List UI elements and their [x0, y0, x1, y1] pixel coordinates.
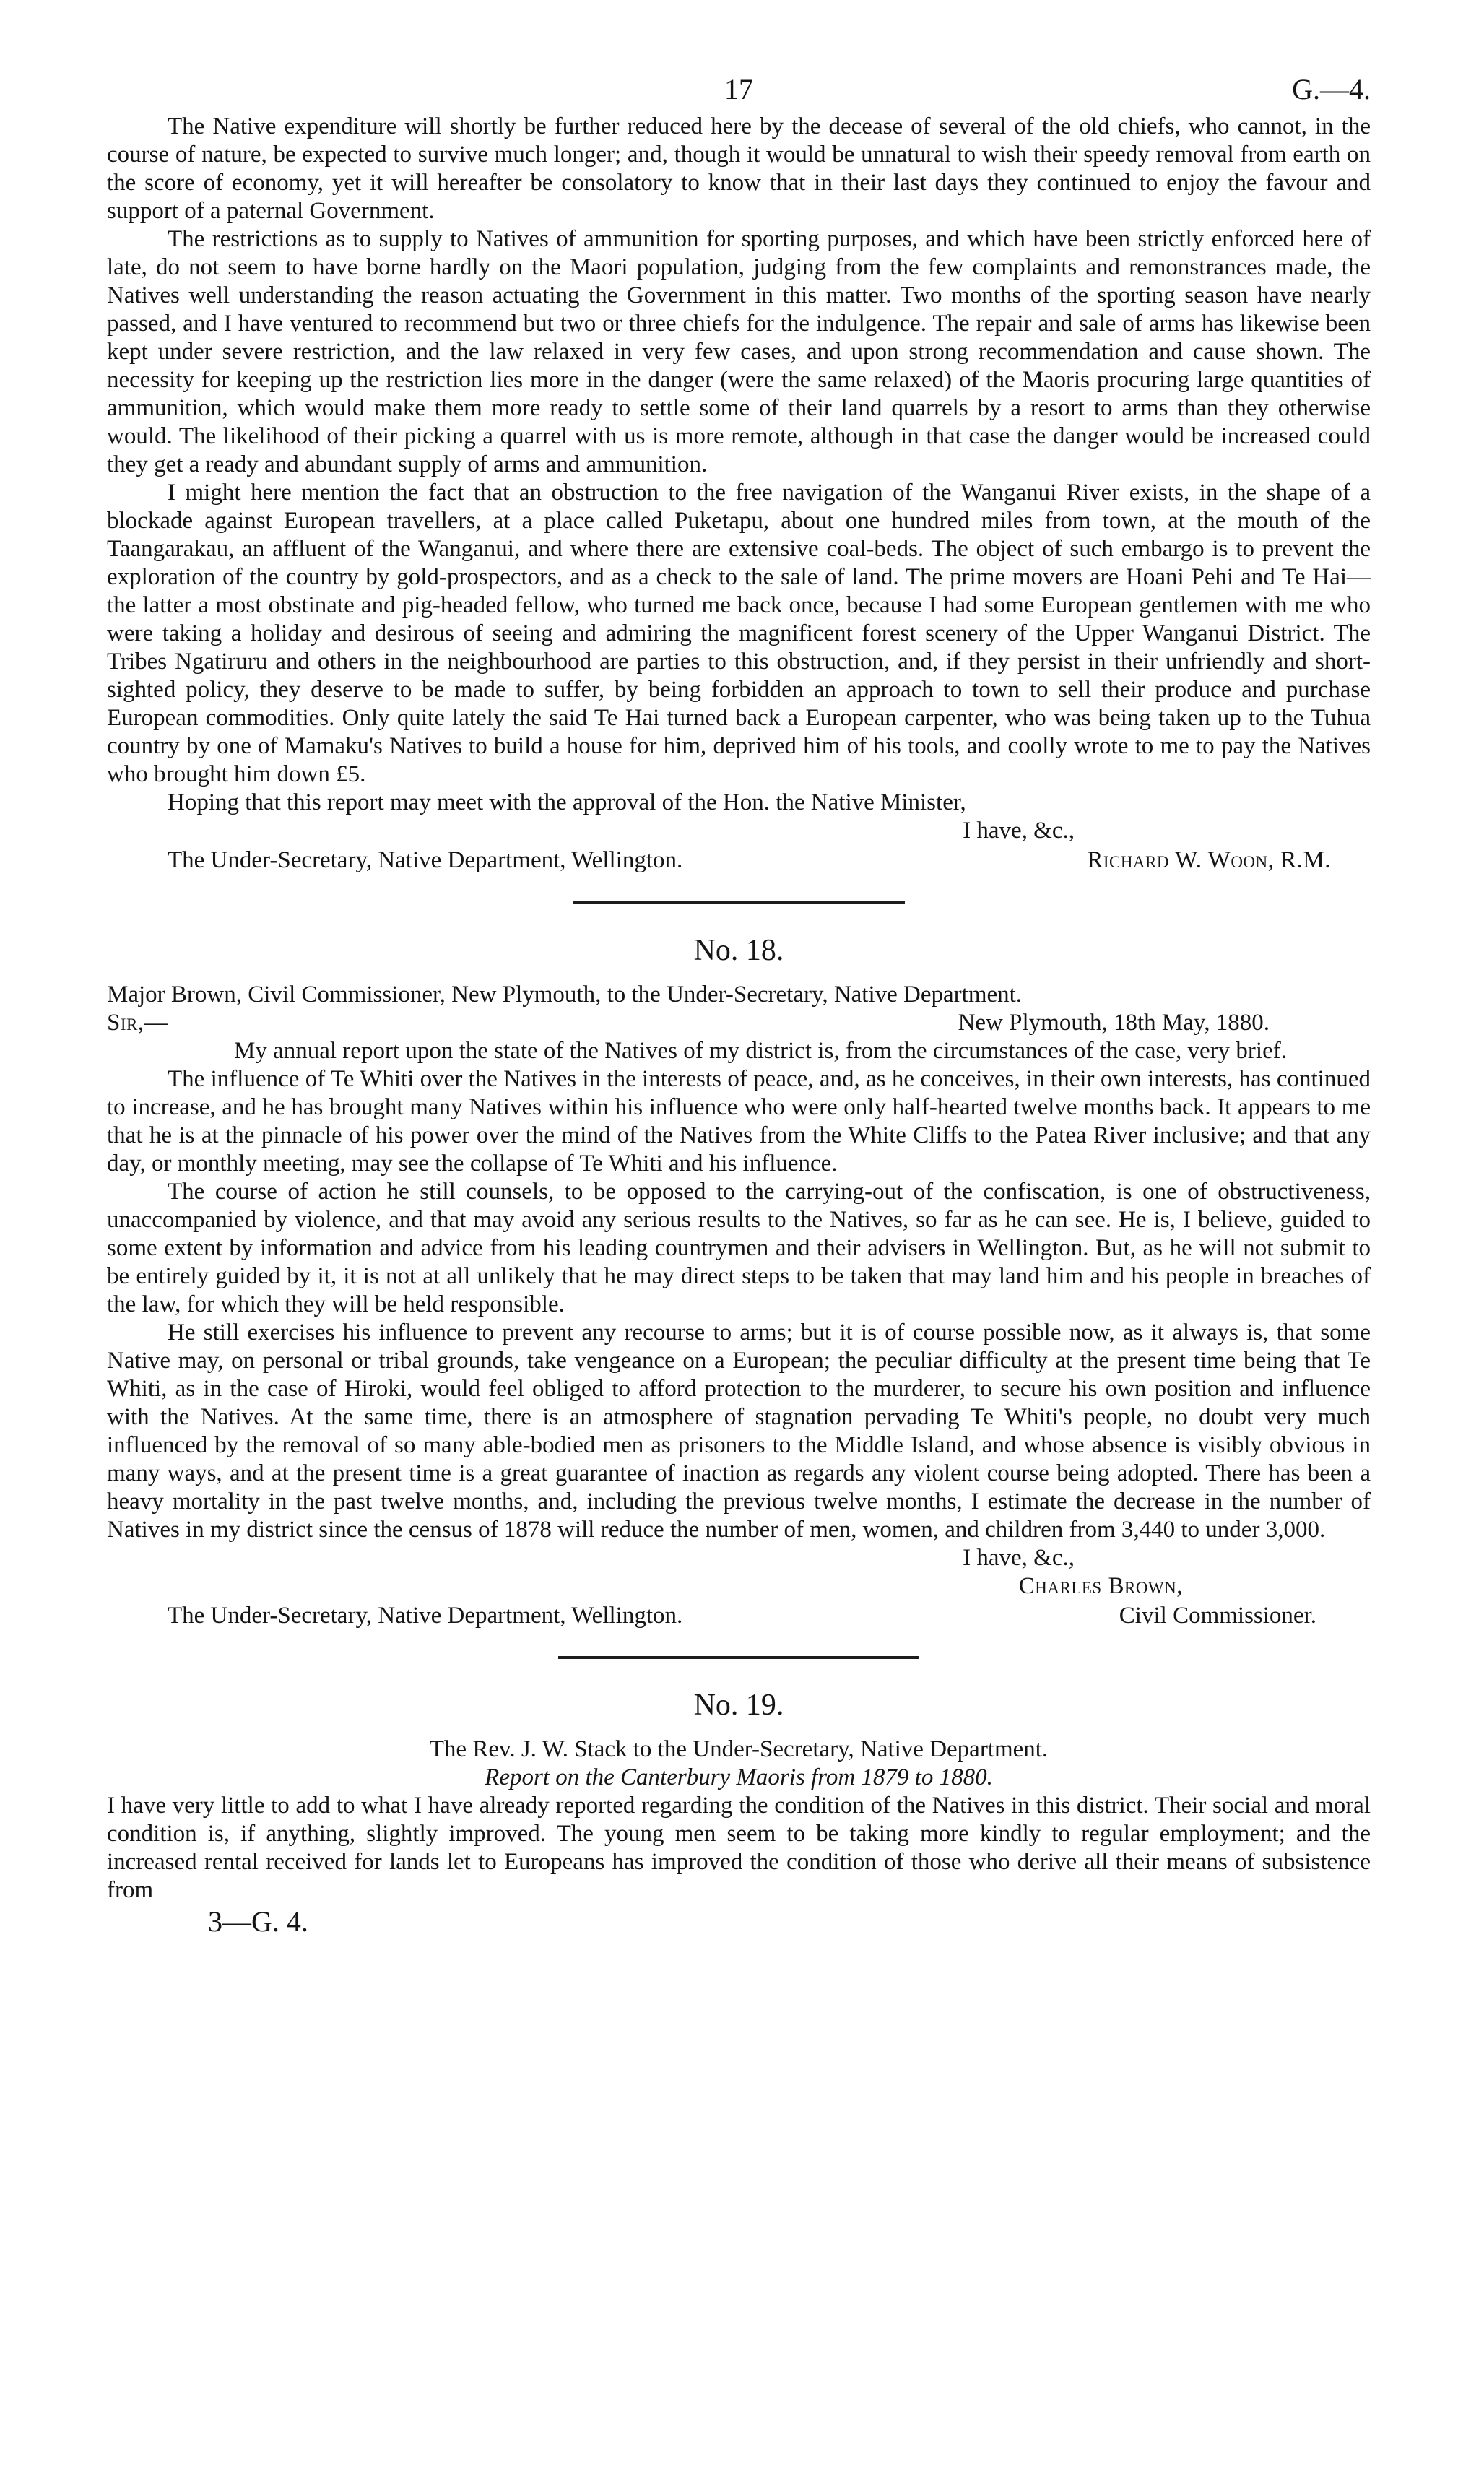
section-18-addressee-row: [107, 1602, 1371, 1630]
woon-closing-sentence: Hoping that this report may meet with the approval of the Hon. the Native Minister,: [168, 789, 966, 815]
document-page: [107, 69, 1371, 1938]
section-divider-1: [573, 901, 905, 904]
section-19-paragraph: I have very little to add to what I have already reported regarding the condition of the Natives in this district. Their social and moral condition is, if anything, slightly improved. The young men seem to be taking more kindly to regular employment; and the increased rental received for lands let to Europeans has improved the condition of those who derive all their means of subsistence from: [107, 1793, 1371, 1903]
signature-mark: 3—G. 4.: [208, 1905, 308, 1938]
section-18-paragraph-3: The course of action he still counsels, to be opposed to the carrying-out of the confiscation, is one of obstructiveness, unaccompanied by violence, and that may avoid any serious results to the Natives, so far as he can see. He is, I believe, guided to some extent by information and advice from his leading countrymen and their advisers in Wellington. But, as he will not submit to be entirely guided by it, it is not at all unlikely that he may direct steps to be taken that may land him and his people in breaches of the law, for which they will be held responsible.: [107, 1179, 1371, 1317]
woon-closing: I have, &c.,: [963, 818, 1075, 844]
section-18-heading: No. 18.: [693, 934, 784, 967]
section-18-closing: I have, &c.,: [963, 1545, 1075, 1571]
page-number: 17: [724, 73, 753, 105]
section-18-place-date: New Plymouth, 18th May, 1880.: [958, 1010, 1270, 1036]
woon-paragraph-1: The Native expenditure will shortly be further reduced here by the decease of several of the old chiefs, who cannot, in the course of nature, be expected to survive much longer; and, though it would be unnatural to wish their speedy removal from earth on the score of economy, yet it will hereafter be consolatory to know that in their last days they continued to enjoy the favour and support of a paternal Government.: [107, 113, 1371, 224]
woon-signature: Richard W. Woon, R.M.: [1087, 847, 1331, 873]
woon-paragraph-3: I might here mention the fact that an obstruction to the free navigation of the Wanganui River exists, in the shape of a blockade against European travellers, at a place called Puketapu, about one hundred miles from town, at the mouth of the Taangarakau, an affluent of the Wanganui, and where there are extensive coal-beds. The object of such embargo is to prevent the exploration of the country by gold-prospectors, and as a check to the sale of land. The prime movers are Hoani Pehi and Te Hai—the latter a most obstinate and pig-headed fellow, who turned me back once, because I had some European gentlemen with me who were taking a holiday and desirous of seeing and admiring the magnificent forest scenery of the Upper Wanganui District. The Tribes Ngatiruru and others in the neighbourhood are parties to this obstruction, and, if they persist in their unfriendly and short-sighted policy, they deserve to be made to suffer, by being forbidden an approach to town to sell their produce and purchase European commodities. Only quite lately the said Te Hai turned back a European carpenter, who was being taken up to the Tuhua country by one of Mamaku's Natives to build a house for him, deprived him of his tools, and coolly wrote to me to pay the Natives who brought him down £5.: [107, 480, 1371, 787]
section-19-subtitle: Report on the Canterbury Maoris from 1879 to 1880.: [485, 1764, 993, 1790]
section-18-paragraph-4: He still exercises his influence to prevent any recourse to arms; but it is of course possible now, as it always is, that some Native may, on personal or tribal grounds, take vengeance on a European; the peculiar difficulty at the present time being that Te Whiti, as in the case of Hiroki, would feel obliged to afford protection to the murderer, to secure his own position and influence with the Natives. At the same time, there is an atmosphere of stagnation pervading Te Whiti's people, no doubt very much influenced by the removal of so many able-bodied men as prisoners to the Middle Island, and whose absence is visibly obvious in many ways, and at the present time is a great guarantee of inaction as regards any violent course being adopted. There has been a heavy mortality in the past twelve months, and, including the previous twelve months, I estimate the decrease in the number of Natives in my district since the census of 1878 will reduce the number of men, women, and children from 3,440 to under 3,000.: [107, 1320, 1371, 1543]
woon-report: [107, 113, 1371, 875]
woon-paragraph-2: The restrictions as to supply to Natives of ammunition for sporting purposes, and which have been strictly enforced here of late, do not seem to have borne hardly on the Maori population, judging from the few complaints and remonstrances made, the Natives well understanding the reason actuating the Government in this matter. Two months of the sporting season have nearly passed, and I have ventured to recommend but two or three chiefs for the indulgence. The repair and sale of arms has likewise been kept under severe restriction, and the law relaxed in very few cases, and upon strong recommendation and cause shown. The necessity for keeping up the restriction lies more in the danger (were the same relaxed) of the Maoris procuring large quantities of ammunition, which would make them more ready to settle some of their land quarrels by a resort to arms than they otherwise would. The likelihood of their picking a quarrel with us is more remote, although in that case the danger would be increased could they get a ready and abundant supply of arms and ammunition.: [107, 226, 1371, 477]
section-19-heading: No. 19.: [693, 1689, 784, 1722]
section-19-from-line: The Rev. J. W. Stack to the Under-Secretary, Native Department.: [429, 1736, 1049, 1762]
section-divider-2: [558, 1656, 919, 1659]
woon-addressee: The Under-Secretary, Native Department, Wellington.: [168, 847, 683, 873]
section-18-salutation-row: [107, 1009, 1371, 1037]
section-18-signature-title: Civil Commissioner.: [1119, 1603, 1316, 1629]
woon-addressee-row: [107, 846, 1371, 875]
running-header: [107, 69, 1371, 113]
section-18-from-line: Major Brown, Civil Commissioner, New Plymouth, to the Under-Secretary, Native Department.: [107, 982, 1023, 1008]
section-18-addressee: The Under-Secretary, Native Department, Wellington.: [168, 1603, 683, 1629]
section-18-paragraph-2: The influence of Te Whiti over the Natives in the interests of peace, and, as he conceives, in their own interests, has continued to increase, and he has brought many Natives within his influence who were only half-hearted twelve months back. It appears to me that he is at the pinnacle of his power over the mind of the Natives from the White Cliffs to the Patea River inclusive; and that any day, or monthly meeting, may see the collapse of Te Whiti and his influence.: [107, 1066, 1371, 1177]
section-18-paragraph-1: My annual report upon the state of the Natives of my district is, from the circumstances of the case, very brief.: [234, 1038, 1287, 1064]
series-label: G.—4.: [1292, 73, 1371, 105]
section-18-signature-name: Charles Brown,: [1018, 1573, 1183, 1599]
section-no-19: [107, 1688, 1371, 1938]
section-18-salutation: Sir,—: [107, 1010, 169, 1036]
section-no-18: [107, 933, 1371, 1630]
